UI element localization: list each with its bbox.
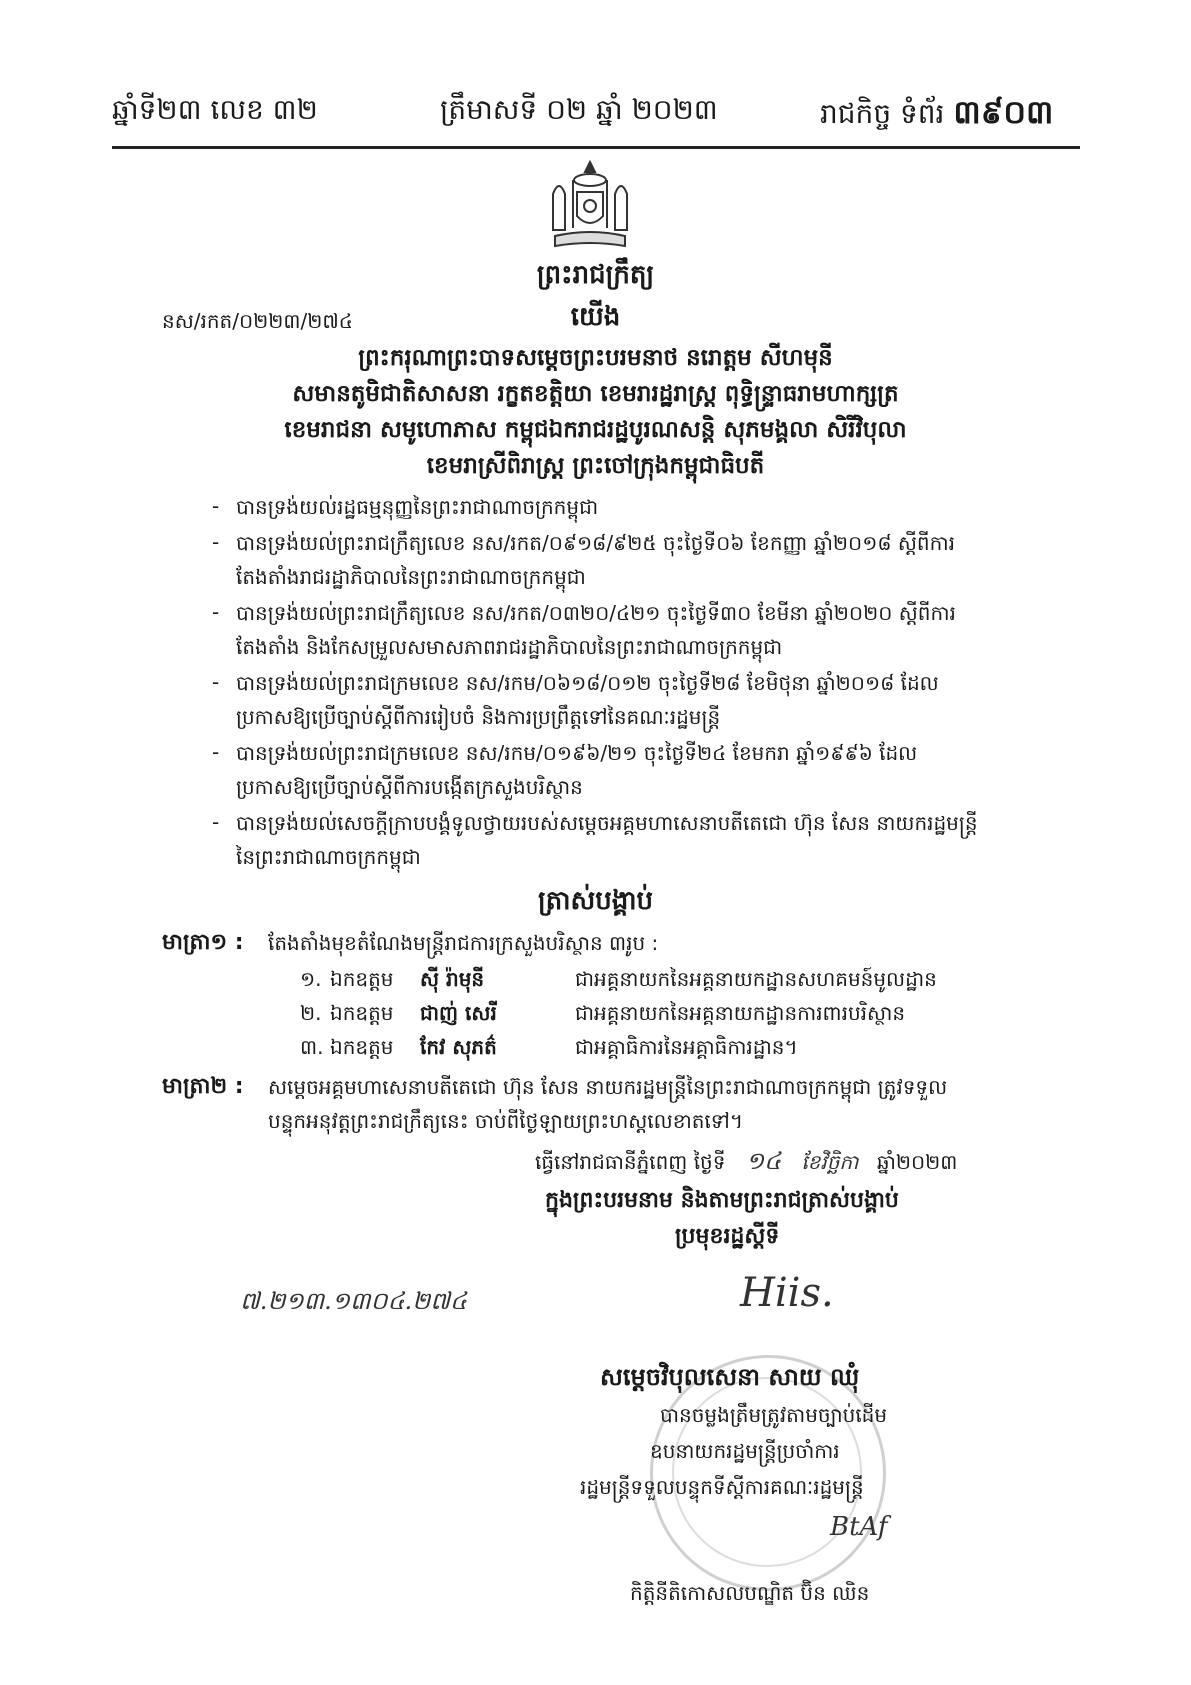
bullet-dash: - [212,670,220,694]
article-2-line: បន្ទុកអនុវត្តព្រះរាជក្រឹត្យនេះ ចាប់ពីថ្ងៃឡាយព្រះហស្តលេខាតទៅ។ [268,1109,744,1133]
signatory-position: ឧបនាយករដ្ឋមន្ត្រីប្រចាំការ [650,1439,840,1463]
consideration-line: បានទ្រង់យល់ព្រះរាជក្រឹត្យលេខ នស/រកត/០៣២០/៤២១ ចុះថ្ងៃទី៣០ ខែមីនា ឆ្នាំ២០២០ ស្តីពីការ [236,601,956,625]
consideration-line: នៃព្រះរាជាណាចក្រកម្ពុជា [236,845,421,869]
appointee-number: ១. [300,967,322,991]
gazette-year-issue: ឆ្នាំទី២៣ លេខ ៣២ [112,93,318,126]
we-heading: យើង [570,302,621,332]
president-signature: Hiis. [740,1270,834,1316]
bullet-dash: - [212,810,220,834]
signatory-signature: BtAf [830,1512,888,1542]
consideration-line: ប្រកាសឱ្យប្រើច្បាប់ស្តីពីការរៀបចំ និងការប្រព្រឹត្តទៅនៃគណៈរដ្ឋមន្ត្រី [236,705,721,729]
royal-title-line: ខេមរាជនា សមូហោភាស កម្ពុជឯករាជរដ្ឋបូរណសន្តិ សុភមង្គលា សិរីវិបុលា [284,417,907,443]
consideration-line: បានទ្រង់យល់ព្រះរាជក្រមលេខ នស/រកម/០៦១៨/០១២ ចុះថ្ងៃទី២៨ ខែមិថុនា ឆ្នាំ២០១៨ ដែល [236,671,939,695]
consideration-line: តែងតាំងរាជរដ្ឋាភិបាលនៃព្រះរាជាណាចក្រកម្ពុជា [236,565,586,589]
appointee-role: ជាអគ្គនាយកនៃអគ្គនាយកដ្ឋានសហគមន៍មូលដ្ឋាន [575,967,937,991]
signatory-footer: កិត្តិនីតិកោសលបណ្ឌិត ប៊ិន ឈិន [630,1581,870,1605]
decree-heading: ត្រាស់បង្គាប់ [537,886,654,916]
gazette-page-label: រាជកិច្ច ទំព័រ [820,97,945,130]
article-2-line: សម្តេចអគ្គមហាសេនាបតីតេជោ ហ៊ុន សែន នាយករដ្ឋមន្ត្រីនៃព្រះរាជាណាចក្រកម្ពុជា ត្រូវទទួល [268,1075,948,1099]
appointee-name: ស៊ី រ៉ាមុនី [420,967,485,991]
consideration-line: ប្រកាសឱ្យប្រើច្បាប់ស្តីពីការបង្កើតក្រសួងបរិស្ថាន [236,775,583,799]
appointee-role: ជាអគ្គាធិការនៃអគ្គាធិការដ្ឋាន។ [575,1035,798,1059]
consideration-line: តែងតាំង និងកែសម្រួលសមាសភាពរាជរដ្ឋាភិបាលនៃព្រះរាជាណាចក្រកម្ពុជា [236,635,783,659]
royal-title-line: ព្រះករុណាព្រះបាទសម្តេចព្រះបរមនាថ នរោត្តម សីហមុនី [358,345,833,371]
gazette-quarter: ត្រឹមាសទី ០២ ឆ្នាំ ២០២៣ [440,93,718,126]
place-date-day: ១៤ [745,1147,781,1175]
bullet-dash: - [212,530,220,554]
appointee-number: ២. [300,1001,322,1025]
appointee-title: ឯកឧត្តម [330,1035,394,1059]
appointee-number: ៣. [300,1035,324,1059]
gazette-page [820,92,1053,139]
article-1-text: តែងតាំងមុខតំណែងមន្ត្រីរាជការក្រសួងបរិស្ថាន ៣រូប : [268,931,659,955]
royal-title-line: ខេមរាស្រីពិរាស្ត្រ ព្រះចៅក្រុងកម្ពុជាធិបតី [426,453,765,479]
appointee-role: ជាអគ្គនាយកនៃអគ្គនាយកដ្ឋានការពារបរិស្ថាន [575,1001,906,1025]
bullet-dash: - [212,740,220,764]
consideration-line: បានទ្រង់យល់រដ្ឋធម្មនុញ្ញនៃព្រះរាជាណាចក្រកម្ពុជា [236,495,599,519]
place-date [535,1146,957,1181]
consideration-line: បានទ្រង់យល់សេចក្តីក្រាបបង្គំទូលថ្វាយរបស់សម្តេចអគ្គមហាសេនាបតីតេជោ ហ៊ុន សែន នាយករដ្ឋមន្ត្រី [236,811,978,835]
gazette-page-number: ៣៩០៣ [953,93,1054,131]
bullet-dash: - [212,600,220,624]
appointee-title: ឯកឧត្តម [330,1001,394,1025]
president-title: ប្រមុខរដ្ឋស្តីទី [675,1224,780,1249]
handwritten-reference: ៧.២១៣.១៣០៤.២៧៤ [240,1287,467,1315]
signatory-ministry: រដ្ឋមន្ត្រីទទួលបន្ទុកទីស្តីការគណៈរដ្ឋមន្ត្រី [580,1475,864,1499]
royal-name-line: ក្នុងព្រះបរមនាម និងតាមព្រះរាជត្រាស់បង្គាប់ [545,1188,899,1213]
document-type: ព្រះរាជក្រឹត្យ [536,260,655,290]
royal-title-line: សមានតូមិជាតិសាសនា រក្ខតខត្តិយា ខេមរារដ្ឋរាស្ត្រ ពុទ្ធិន្ទ្រាធរាមហាក្សត្រ [292,381,899,407]
royal-coat-of-arms-icon [535,158,645,258]
place-date-prefix: ធ្វើនៅរាជធានីភ្នំពេញ ថ្ងៃទី [535,1150,726,1174]
place-date-year: ឆ្នាំ២០២៣ [876,1150,958,1174]
certification-line: បានចម្លងត្រឹមត្រូវតាមច្បាប់ដើម [660,1403,888,1427]
consideration-line: បានទ្រង់យល់ព្រះរាជក្រឹត្យលេខ នស/រកត/០៩១៨/៩២៥ ចុះថ្ងៃទី០៦ ខែកញ្ញា ឆ្នាំ២០១៨ ស្តីពីការ [236,531,955,555]
article-2-label: មាត្រា២ : [162,1074,244,1099]
appointee-name: ជាញ់ សេរី [420,1001,497,1025]
place-date-month: ខែវិច្ឆិកា [801,1150,859,1174]
appointee-title: ឯកឧត្តម [330,967,394,991]
article-1-label: មាត្រា១ : [162,930,244,955]
bullet-dash: - [212,494,220,518]
reference-number: នស/រកត/០២២៣/២៧៤ [162,309,353,333]
consideration-line: បានទ្រង់យល់ព្រះរាជក្រមលេខ នស/រកម/០១៩៦/២១ ចុះថ្ងៃទី២៤ ខែមករា ឆ្នាំ១៩៩៦ ដែល [236,741,918,765]
appointee-name: កែវ សុភត៌ [420,1035,497,1059]
signatory-name: សម្តេចវិបុលសេនា សាយ ឈុំ [600,1363,860,1391]
header-rule [112,146,1080,149]
